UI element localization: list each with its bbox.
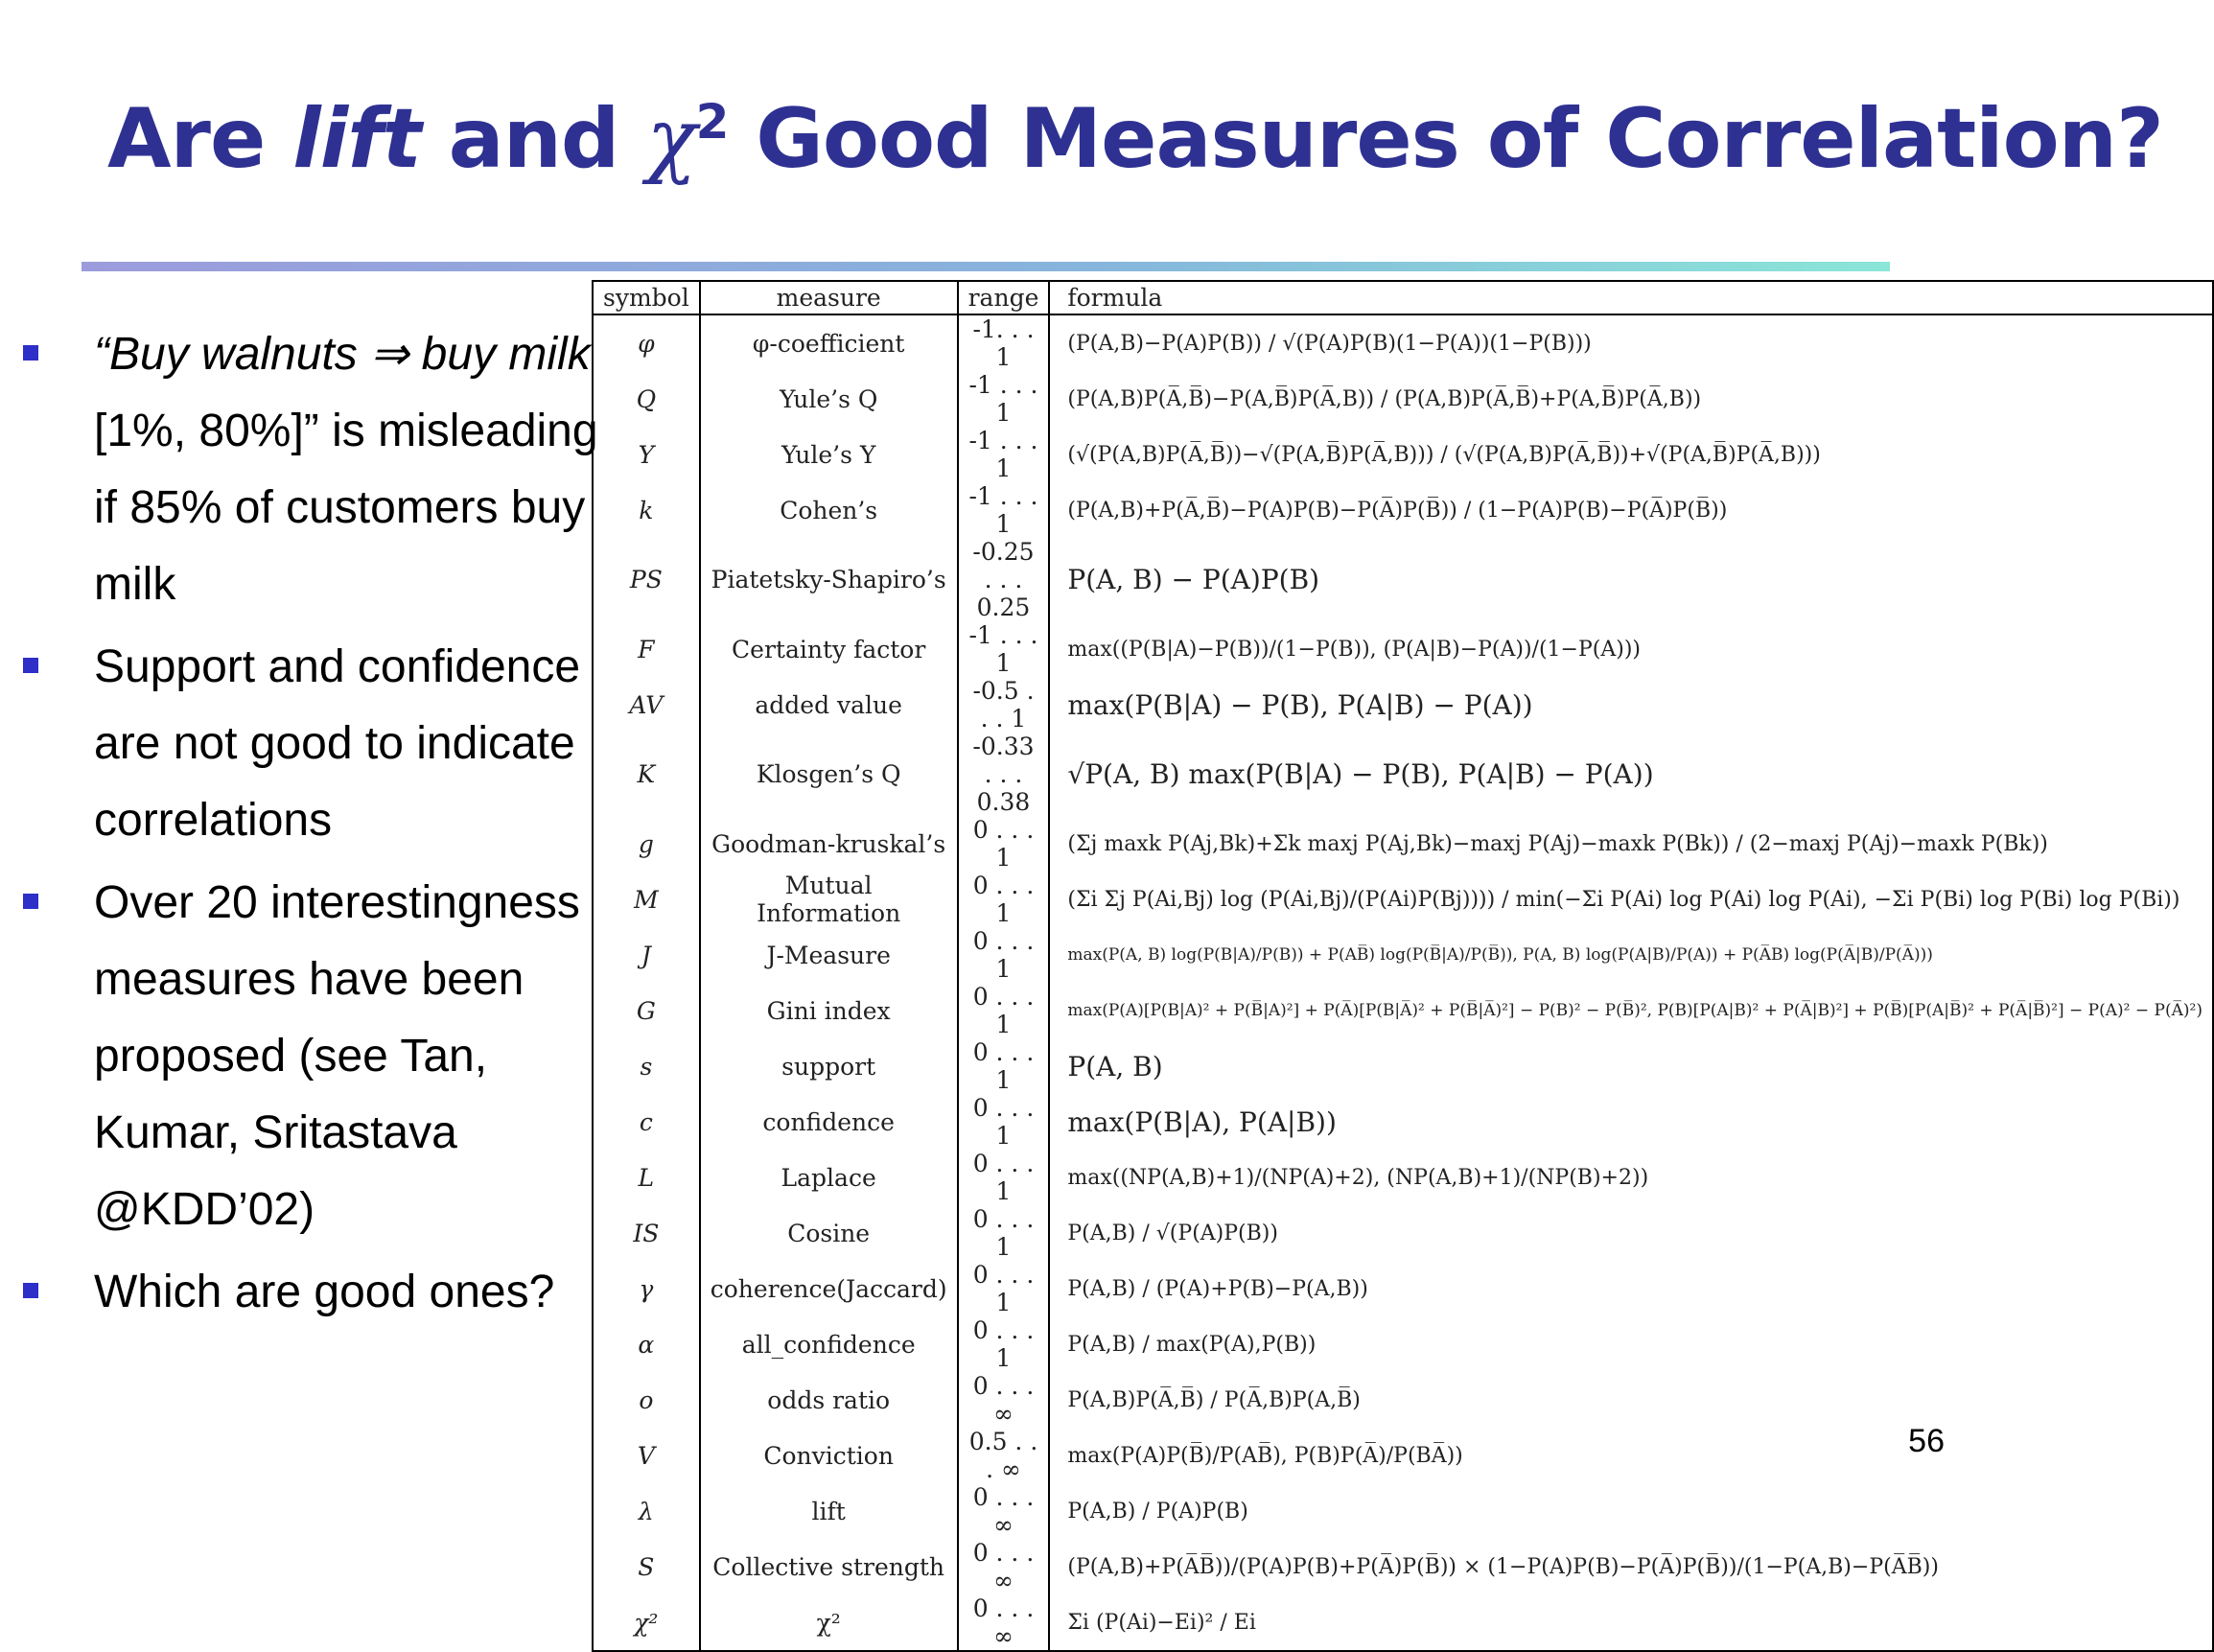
- cell-range: -1. . . 1: [958, 314, 1050, 371]
- cell-symbol: Y: [593, 427, 700, 482]
- cell-measure: odds ratio: [700, 1372, 958, 1428]
- cell-range: 0 . . . 1: [958, 1094, 1050, 1150]
- cell-symbol: k: [593, 482, 700, 538]
- cell-symbol: χ²: [593, 1594, 700, 1651]
- table-row: [593, 1261, 2213, 1316]
- bullet-square-icon: [23, 658, 38, 673]
- header-measure: measure: [700, 281, 958, 314]
- cell-symbol: PS: [593, 538, 700, 621]
- cell-symbol: s: [593, 1038, 700, 1094]
- title-divider: [82, 262, 1890, 271]
- table-row: [593, 1539, 2213, 1594]
- cell-range: 0 . . . 1: [958, 983, 1050, 1038]
- title-part2: and: [420, 91, 647, 187]
- bullet-good-ones: [0, 1254, 614, 1331]
- cell-range: -0.25 . . . 0.25: [958, 538, 1050, 621]
- cell-measure: lift: [700, 1483, 958, 1539]
- cell-range: -0.33 . . . 0.38: [958, 733, 1050, 816]
- cell-range: 0 . . . ∞: [958, 1483, 1050, 1539]
- cell-measure: Mutual Information: [700, 872, 958, 927]
- cell-formula: P(A, B): [1049, 1038, 2213, 1094]
- cell-measure: Yule’s Y: [700, 427, 958, 482]
- cell-range: 0.5 . . . ∞: [958, 1428, 1050, 1483]
- cell-measure: Cohen’s: [700, 482, 958, 538]
- table-row: [593, 314, 2213, 371]
- cell-formula: max(P(A, B) log(P(B|A)/P(B)) + P(AB̅) log(P(B̅|A)/P(B̅)), P(A, B) log(P(A|B)/P(A)) + P(A̅B) log(P(A̅|B)/P(A̅))): [1049, 927, 2213, 983]
- cell-range: -1 . . . 1: [958, 427, 1050, 482]
- cell-measure: Conviction: [700, 1428, 958, 1483]
- cell-symbol: λ: [593, 1483, 700, 1539]
- cell-measure: Collective strength: [700, 1539, 958, 1594]
- cell-range: 0 . . . 1: [958, 1261, 1050, 1316]
- cell-formula: (P(A,B)+P(A̅B̅))/(P(A)P(B)+P(A̅)P(B̅)) × (1−P(A)P(B)−P(A̅)P(B̅))/(1−P(A,B)−P(A̅B̅)): [1049, 1539, 2213, 1594]
- cell-measure: χ²: [700, 1594, 958, 1651]
- cell-range: 0 . . . 1: [958, 816, 1050, 872]
- cell-formula: (Σi Σj P(Ai,Bj) log (P(Ai,Bj)/(P(Ai)P(Bj)))) / min(−Σi P(Ai) log P(Ai) log P(Ai), −Σi P(Bi) log P(Bi) log P(Bi)): [1049, 872, 2213, 927]
- cell-symbol: γ: [593, 1261, 700, 1316]
- bullet-support-confidence: [0, 629, 614, 859]
- cell-symbol: φ: [593, 314, 700, 371]
- cell-symbol: Q: [593, 371, 700, 427]
- cell-range: 0 . . . ∞: [958, 1594, 1050, 1651]
- cell-formula: max(P(A)P(B̅)/P(AB̅), P(B)P(A̅)/P(BA̅)): [1049, 1428, 2213, 1483]
- cell-measure: support: [700, 1038, 958, 1094]
- cell-formula: P(A,B) / max(P(A),P(B)): [1049, 1316, 2213, 1372]
- cell-formula: P(A,B) / P(A)P(B): [1049, 1483, 2213, 1539]
- bullet-good-ones-text: Which are good ones?: [94, 1267, 555, 1317]
- cell-measure: coherence(Jaccard): [700, 1261, 958, 1316]
- table-row: [593, 1594, 2213, 1651]
- bullet-square-icon: [23, 894, 38, 909]
- table-header-row: [593, 281, 2213, 314]
- cell-formula: max(P(A)[P(B|A)² + P(B̅|A)²] + P(A̅)[P(B|A̅)² + P(B̅|A̅)²] − P(B)² − P(B̅)², P(B)[P(A|B)² + P(A̅|B)²] + P(B̅)[P(A|B̅)² + P(A̅|B̅)²] − P(A)² − P(A̅)²): [1049, 983, 2213, 1038]
- cell-formula: max((NP(A,B)+1)/(NP(A)+2), (NP(A,B)+1)/(NP(B)+2)): [1049, 1150, 2213, 1205]
- table-row: [593, 1038, 2213, 1094]
- cell-range: -1 . . . 1: [958, 371, 1050, 427]
- cell-symbol: K: [593, 733, 700, 816]
- cell-measure: φ-coefficient: [700, 314, 958, 371]
- bullet-measures-proposed-text: Over 20 interestingness measures have been proposed (see Tan, Kumar, Sritastava @KDD’02): [94, 877, 580, 1235]
- bullet-walnuts-rest: is misleading if 85% of customers buy milk: [94, 406, 598, 610]
- bullet-walnuts-support: [1%, 80%]”: [94, 406, 319, 456]
- table-row: [593, 1205, 2213, 1261]
- cell-measure: Yule’s Q: [700, 371, 958, 427]
- table-row: [593, 371, 2213, 427]
- bullet-support-confidence-text: Support and confidence are not good to indicate correlations: [94, 641, 581, 846]
- cell-range: 0 . . . 1: [958, 1205, 1050, 1261]
- cell-symbol: V: [593, 1428, 700, 1483]
- table-row: [593, 677, 2213, 733]
- bullet-measures-proposed: [0, 865, 614, 1248]
- cell-range: 0 . . . 1: [958, 1038, 1050, 1094]
- cell-measure: Cosine: [700, 1205, 958, 1261]
- cell-range: 0 . . . 1: [958, 1150, 1050, 1205]
- cell-symbol: S: [593, 1539, 700, 1594]
- cell-symbol: AV: [593, 677, 700, 733]
- cell-formula: Σi (P(Ai)−Ei)² / Ei: [1049, 1594, 2213, 1651]
- table-row: [593, 872, 2213, 927]
- cell-measure: Certainty factor: [700, 621, 958, 677]
- table-row: [593, 538, 2213, 621]
- cell-symbol: G: [593, 983, 700, 1038]
- cell-measure: added value: [700, 677, 958, 733]
- cell-range: -1 . . . 1: [958, 621, 1050, 677]
- cell-symbol: IS: [593, 1205, 700, 1261]
- header-symbol: symbol: [593, 281, 700, 314]
- table-row: [593, 1150, 2213, 1205]
- table-row: [593, 927, 2213, 983]
- cell-formula: max((P(B|A)−P(B))/(1−P(B)), (P(A|B)−P(A))/(1−P(A))): [1049, 621, 2213, 677]
- measures-table: [592, 280, 2214, 1652]
- cell-measure: Gini index: [700, 983, 958, 1038]
- cell-range: 0 . . . 1: [958, 927, 1050, 983]
- cell-formula: (P(A,B)P(A̅,B̅)−P(A,B̅)P(A̅,B)) / (P(A,B)P(A̅,B̅)+P(A,B̅)P(A̅,B)): [1049, 371, 2213, 427]
- table-row: [593, 1372, 2213, 1428]
- table-row: [593, 427, 2213, 482]
- slide-title: [107, 91, 2163, 187]
- table-row: [593, 482, 2213, 538]
- cell-range: 0 . . . 1: [958, 1316, 1050, 1372]
- cell-measure: Goodman-kruskal’s: [700, 816, 958, 872]
- bullet-list: [0, 316, 614, 1331]
- table-row: [593, 1094, 2213, 1150]
- cell-symbol: α: [593, 1316, 700, 1372]
- cell-symbol: J: [593, 927, 700, 983]
- cell-symbol: o: [593, 1372, 700, 1428]
- cell-formula: P(A,B) / √(P(A)P(B)): [1049, 1205, 2213, 1261]
- cell-formula: max(P(B|A) − P(B), P(A|B) − P(A)): [1049, 677, 2213, 733]
- bullet-square-icon: [23, 345, 38, 361]
- cell-formula: P(A,B) / (P(A)+P(B)−P(A,B)): [1049, 1261, 2213, 1316]
- table-row: [593, 733, 2213, 816]
- bullet-walnuts-quote: “Buy walnuts ⇒ buy milk: [94, 329, 591, 380]
- bullet-square-icon: [23, 1283, 38, 1298]
- cell-formula: P(A, B) − P(A)P(B): [1049, 538, 2213, 621]
- header-range: range: [958, 281, 1050, 314]
- cell-symbol: L: [593, 1150, 700, 1205]
- cell-measure: Laplace: [700, 1150, 958, 1205]
- title-lift: lift: [292, 91, 421, 187]
- title-chi: χ: [646, 91, 696, 187]
- title-chi-superscript: 2: [695, 94, 729, 150]
- cell-range: -0.5 . . . 1: [958, 677, 1050, 733]
- header-formula: formula: [1049, 281, 2213, 314]
- cell-symbol: F: [593, 621, 700, 677]
- table-row: [593, 816, 2213, 872]
- table-body: [593, 314, 2213, 1651]
- cell-measure: confidence: [700, 1094, 958, 1150]
- cell-formula: √P(A, B) max(P(B|A) − P(B), P(A|B) − P(A)): [1049, 733, 2213, 816]
- table-row: [593, 1483, 2213, 1539]
- table-row: [593, 1316, 2213, 1372]
- cell-measure: J-Measure: [700, 927, 958, 983]
- cell-measure: all_confidence: [700, 1316, 958, 1372]
- cell-range: -1 . . . 1: [958, 482, 1050, 538]
- cell-symbol: c: [593, 1094, 700, 1150]
- cell-range: 0 . . . ∞: [958, 1539, 1050, 1594]
- title-part3: Good Measures of Correlation?: [728, 91, 2163, 187]
- table-row: [593, 1428, 2213, 1483]
- page-number: 56: [1908, 1423, 1945, 1459]
- cell-formula: (P(A,B)+P(A̅,B̅)−P(A)P(B)−P(A̅)P(B̅)) / (1−P(A)P(B)−P(A̅)P(B̅)): [1049, 482, 2213, 538]
- cell-range: 0 . . . ∞: [958, 1372, 1050, 1428]
- cell-formula: max(P(B|A), P(A|B)): [1049, 1094, 2213, 1150]
- cell-range: 0 . . . 1: [958, 872, 1050, 927]
- cell-symbol: g: [593, 816, 700, 872]
- cell-formula: (P(A,B)−P(A)P(B)) / √(P(A)P(B)(1−P(A))(1−P(B))): [1049, 314, 2213, 371]
- cell-symbol: M: [593, 872, 700, 927]
- cell-formula: (Σj maxk P(Aj,Bk)+Σk maxj P(Aj,Bk)−maxj P(Aj)−maxk P(Bk)) / (2−maxj P(Aj)−maxk P(Bk)): [1049, 816, 2213, 872]
- cell-measure: Klosgen’s Q: [700, 733, 958, 816]
- cell-formula: (√(P(A,B)P(A̅,B̅))−√(P(A,B̅)P(A̅,B))) / (√(P(A,B)P(A̅,B̅))+√(P(A,B̅)P(A̅,B))): [1049, 427, 2213, 482]
- bullet-walnuts: [0, 316, 614, 623]
- table-row: [593, 621, 2213, 677]
- cell-formula: P(A,B)P(A̅,B̅) / P(A̅,B)P(A,B̅): [1049, 1372, 2213, 1428]
- cell-measure: Piatetsky-Shapiro’s: [700, 538, 958, 621]
- title-part1: Are: [107, 91, 293, 187]
- table-row: [593, 983, 2213, 1038]
